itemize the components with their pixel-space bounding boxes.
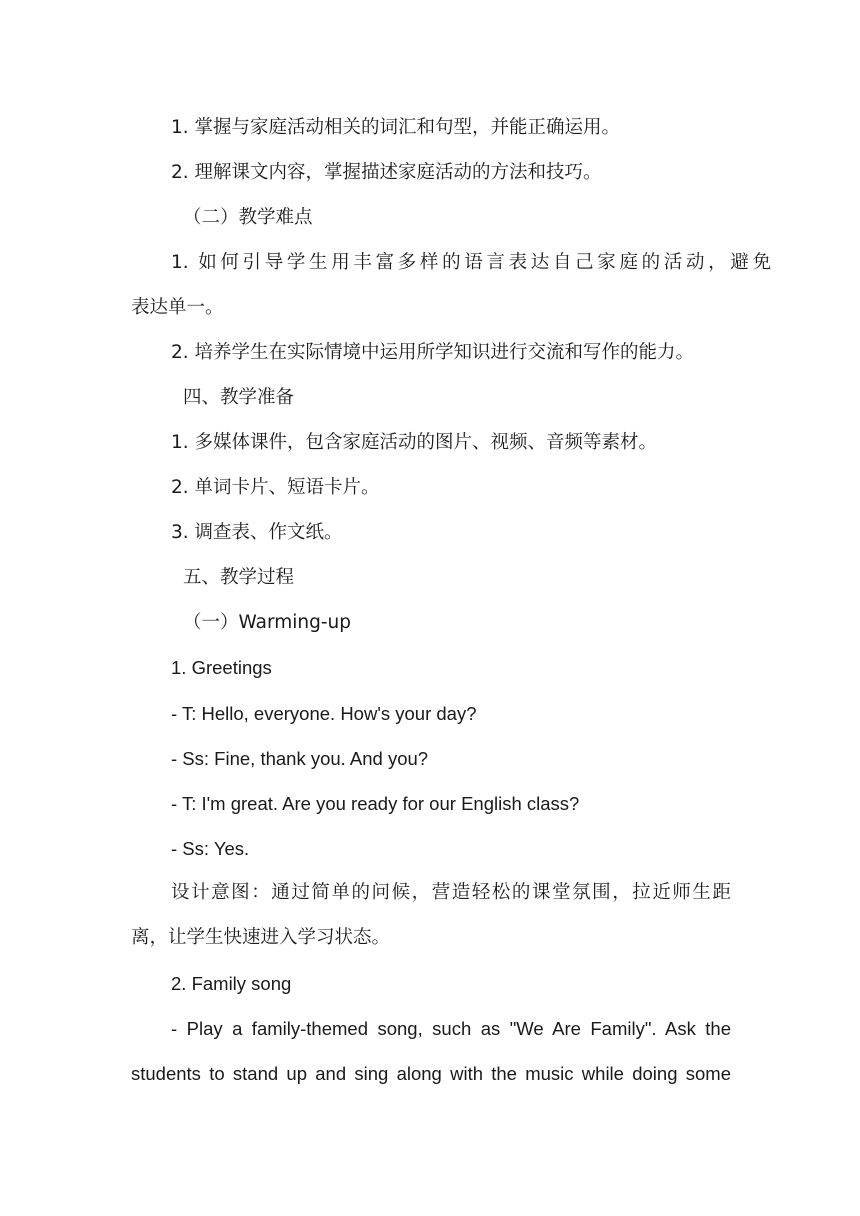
dialogue-line-2: - Ss: Fine, thank you. And you? [171,748,429,769]
subsection-heading-warming-up: （一）Warming-up [183,612,351,633]
difficulty-line-1: 1. 如何引导学生用丰富多样的语言表达自己家庭的活动，避免 [171,252,771,273]
section-heading-process: 五、教学过程 [183,567,295,588]
greetings-heading: 1. Greetings [171,657,272,678]
family-song-line-1: - Play a family-themed song, such as "We Are Family". Ask the [171,1018,731,1039]
section-heading-preparation: 四、教学准备 [183,387,295,408]
preparation-line-1: 1. 多媒体课件，包含家庭活动的图片、视频、音频等素材。 [171,432,658,453]
design-intent-line-1: 设计意图：通过简单的问候，营造轻松的课堂氛围，拉近师生距 [171,882,731,903]
difficulty-line-1-cont: 表达单一。 [131,297,224,318]
difficulty-line-2: 2. 培养学生在实际情境中运用所学知识进行交流和写作的能力。 [171,342,695,363]
dialogue-line-1: - T: Hello, everyone. How's your day? [171,703,477,724]
family-song-line-2: students to stand up and sing along with the music while doing some [131,1063,731,1084]
objective-line-1: 1. 掌握与家庭活动相关的词汇和句型，并能正确运用。 [171,117,621,138]
preparation-line-2: 2. 单词卡片、短语卡片。 [171,477,380,498]
dialogue-line-4: - Ss: Yes. [171,838,250,859]
family-song-heading: 2. Family song [171,973,292,994]
preparation-line-3: 3. 调查表、作文纸。 [171,522,343,543]
section-heading-difficulties: （二）教学难点 [183,207,313,228]
design-intent-line-2: 离，让学生快速进入学习状态。 [131,927,391,948]
objective-line-2: 2. 理解课文内容，掌握描述家庭活动的方法和技巧。 [171,162,602,183]
dialogue-line-3: - T: I'm great. Are you ready for our English class? [171,793,580,814]
